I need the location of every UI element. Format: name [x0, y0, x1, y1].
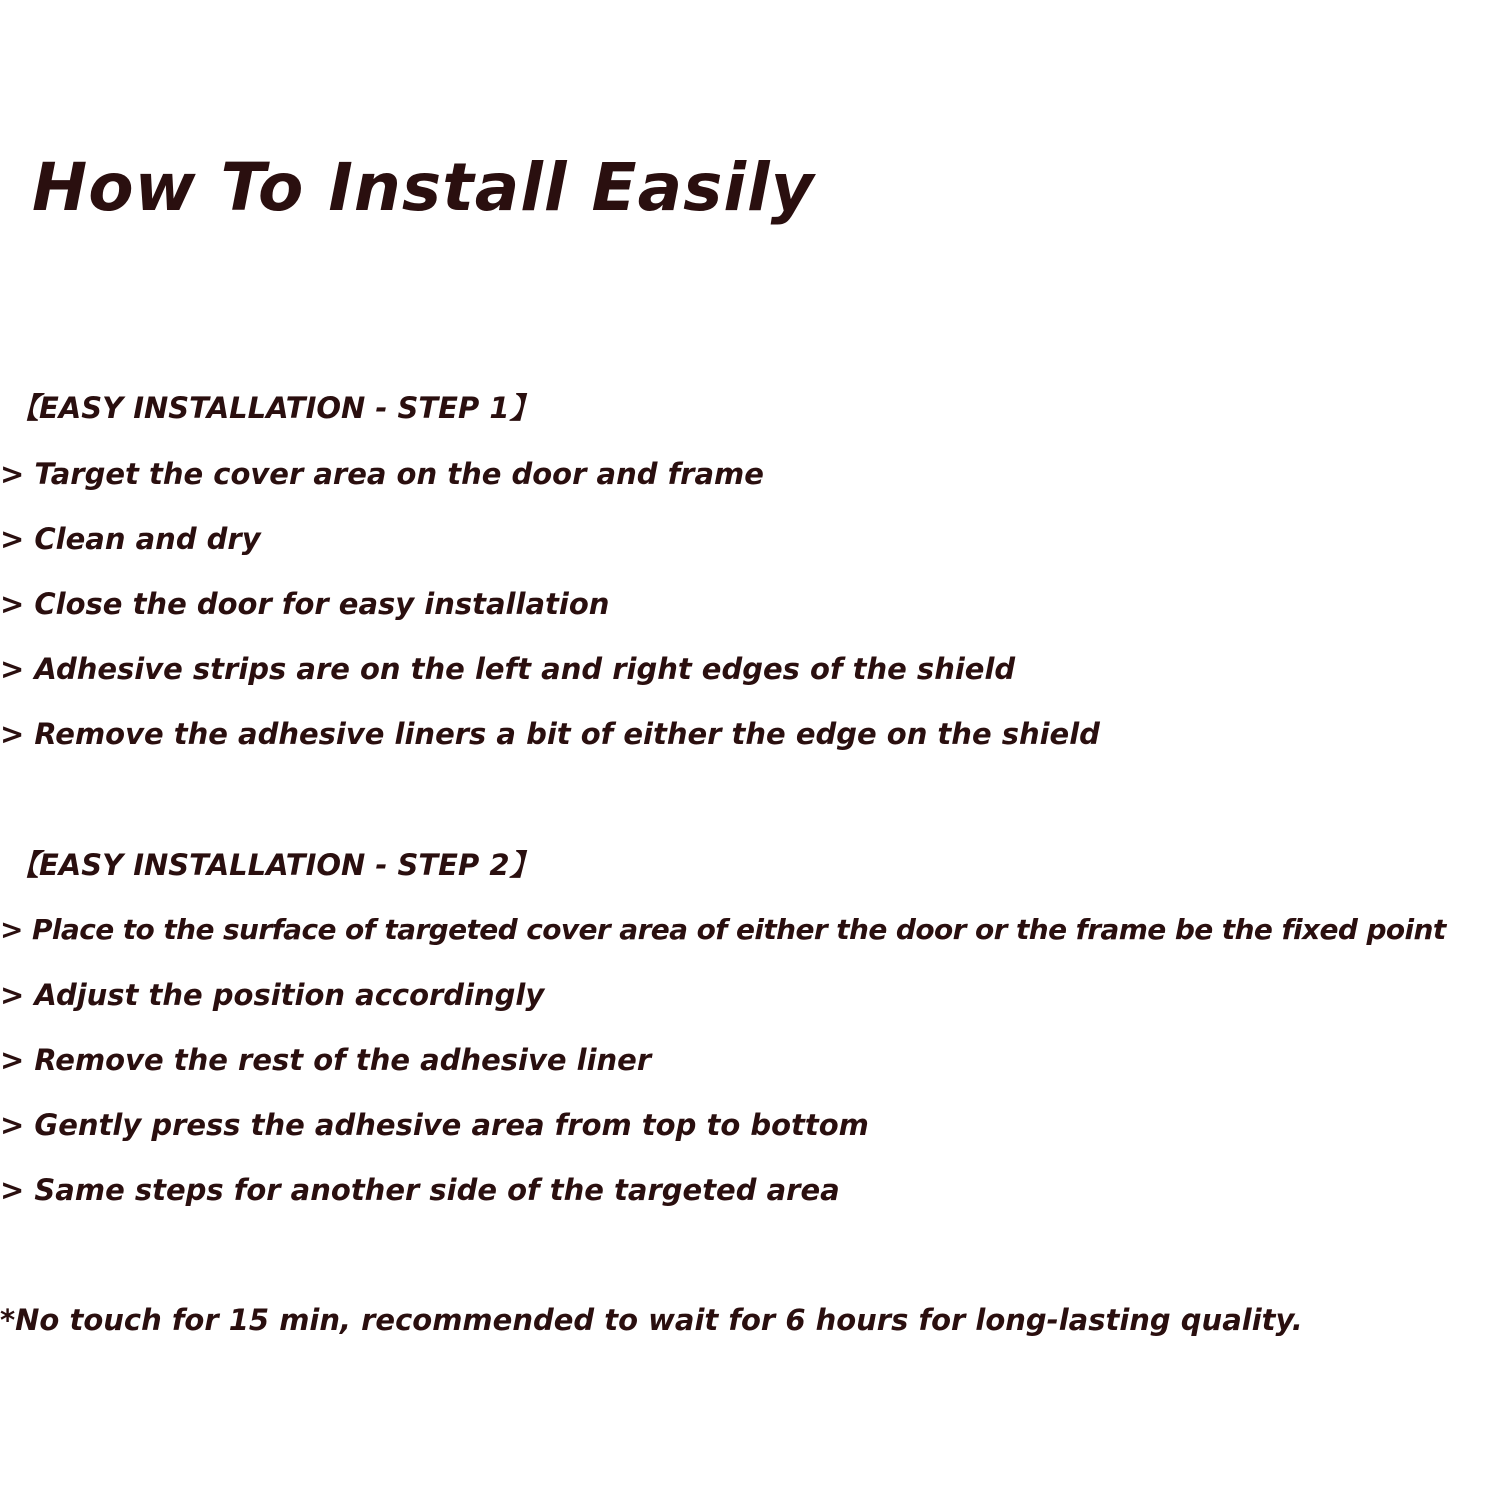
step1-item: > Close the door for easy installation [0, 587, 610, 621]
step2-heading: 【EASY INSTALLATION - STEP 2】 [10, 848, 539, 882]
page-title: How To Install Easily [32, 149, 815, 226]
footnote: *No touch for 15 min, recommended to wait for 6 hours for long-lasting quality. [0, 1303, 1303, 1337]
step2-item: > Same steps for another side of the targeted area [0, 1173, 840, 1207]
step2-item: > Place to the surface of targeted cover area of either the door or the frame be the fixed point [0, 913, 1446, 946]
step1-heading: 【EASY INSTALLATION - STEP 1】 [10, 391, 539, 425]
step1-item: > Adhesive strips are on the left and right edges of the shield [0, 652, 1016, 686]
step2-item: > Gently press the adhesive area from top to bottom [0, 1108, 869, 1142]
step1-item: > Target the cover area on the door and frame [0, 457, 764, 491]
step2-item: > Adjust the position accordingly [0, 978, 545, 1012]
step1-item: > Remove the adhesive liners a bit of either the edge on the shield [0, 717, 1100, 751]
step2-item: > Remove the rest of the adhesive liner [0, 1043, 652, 1077]
step1-item: > Clean and dry [0, 522, 261, 556]
